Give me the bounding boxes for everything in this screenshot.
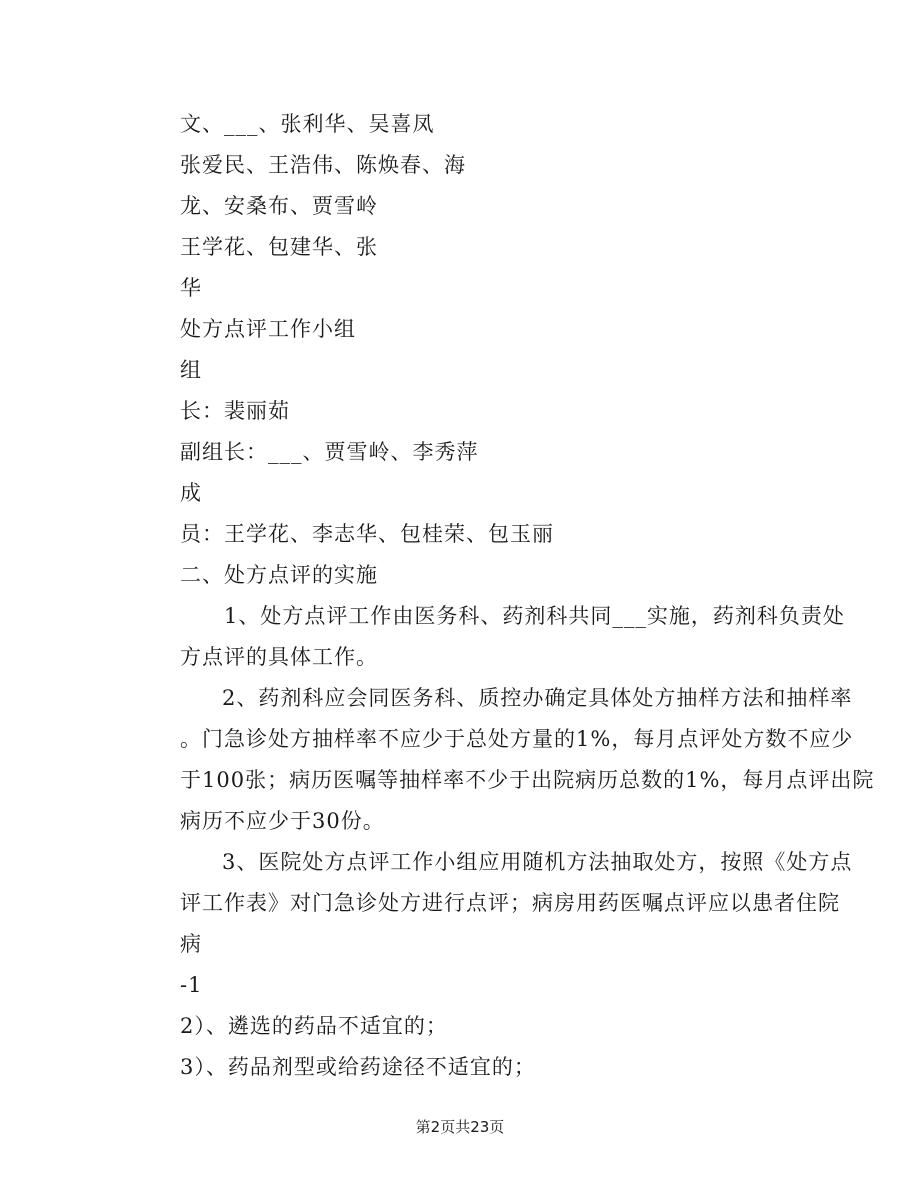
text-line: -1 bbox=[180, 973, 203, 997]
text-line: 文、___、张利华、吴喜凤 bbox=[180, 112, 435, 136]
text-line: 张爱民、王浩伟、陈焕春、海 bbox=[180, 153, 466, 177]
text-line: 成 bbox=[180, 481, 202, 505]
text-line: 长：裴丽茹 bbox=[180, 399, 290, 423]
paragraph-line: 病 bbox=[180, 932, 202, 956]
text-line: 王学花、包建华、张 bbox=[180, 235, 378, 259]
paragraph-line: 病历不应少于30份。 bbox=[180, 809, 385, 833]
text-line: 副组长：___、贾雪岭、李秀萍 bbox=[180, 440, 479, 464]
list-item: 2）、遴选的药品不适宜的； bbox=[180, 1014, 448, 1038]
paragraph-line: 1、处方点评工作由医务科、药剂科共同___实施，药剂科负责处 bbox=[224, 604, 845, 628]
section-heading: 处方点评工作小组 bbox=[180, 317, 356, 341]
page-number-footer: 第2页共23页 bbox=[415, 1118, 505, 1136]
paragraph-line: 2、药剂科应会同医务科、质控办确定具体处方抽样方法和抽样率 bbox=[222, 686, 853, 710]
section-heading: 二、处方点评的实施 bbox=[180, 563, 378, 587]
text-line: 组 bbox=[180, 358, 202, 382]
paragraph-line: 。门急诊处方抽样率不应少于总处方量的1%，每月点评处方数不应少 bbox=[180, 727, 854, 751]
list-item: 3）、药品剂型或给药途径不适宜的； bbox=[180, 1055, 536, 1079]
text-line: 员：王学花、李志华、包桂荣、包玉丽 bbox=[180, 522, 554, 546]
paragraph-line: 方点评的具体工作。 bbox=[180, 645, 378, 669]
text-line: 华 bbox=[180, 276, 202, 300]
paragraph-line: 评工作表》对门急诊处方进行点评；病房用药医嘱点评应以患者住院 bbox=[180, 891, 840, 915]
paragraph-line: 3、医院处方点评工作小组应用随机方法抽取处方，按照《处方点 bbox=[222, 850, 853, 874]
text-line: 龙、安桑布、贾雪岭 bbox=[180, 194, 378, 218]
paragraph-line: 于100张；病历医嘱等抽样率不少于出院病历总数的1%，每月点评出院 bbox=[180, 768, 875, 792]
